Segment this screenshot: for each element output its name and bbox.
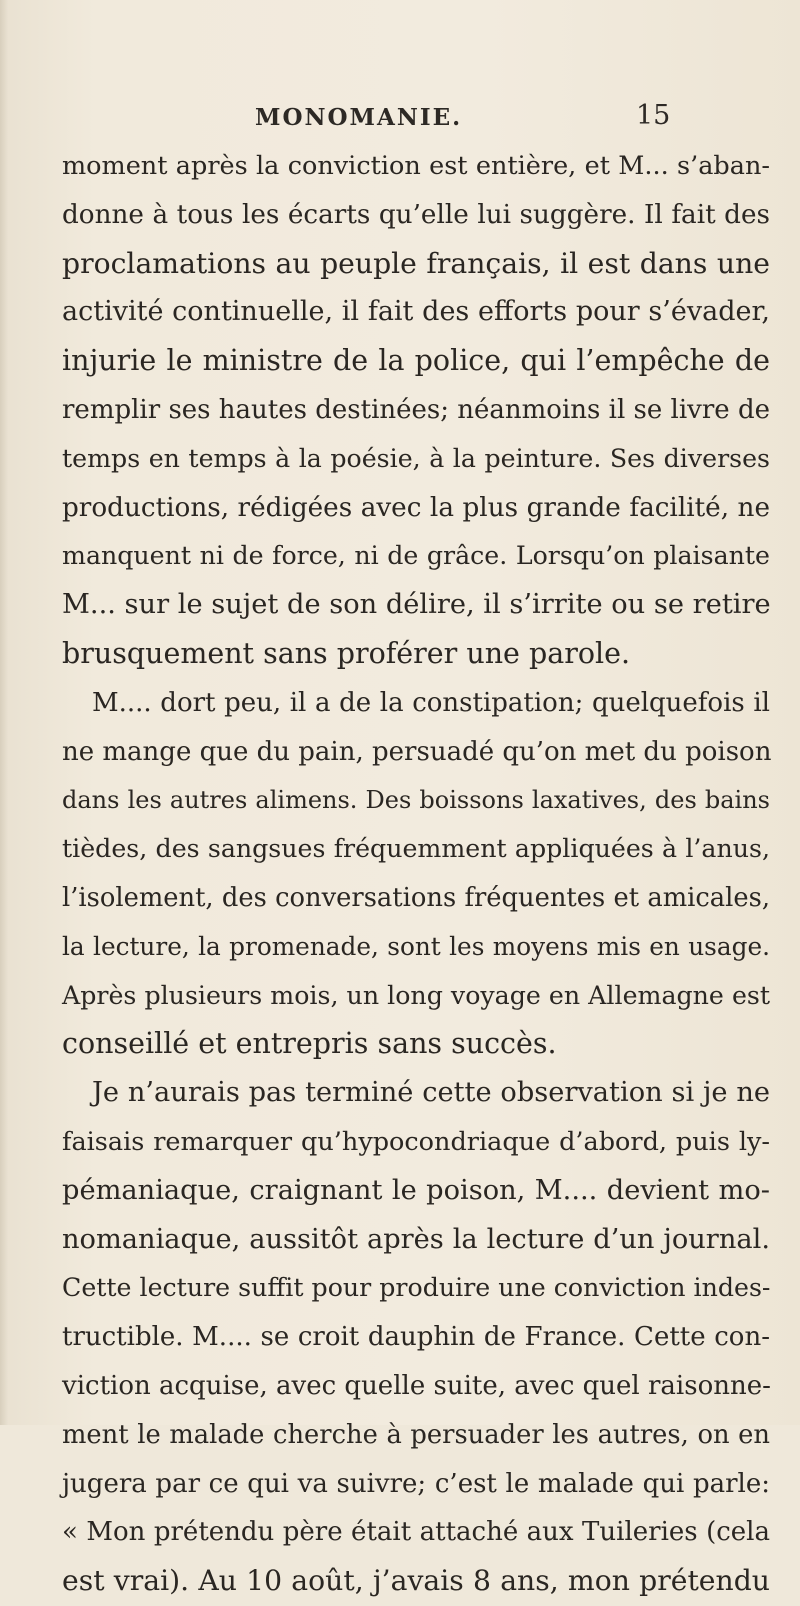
text-line: manquent ni de force, ni de grâce. Lorsqu’on plaisante — [62, 541, 770, 571]
text-line: conseillé et entrepris sans succès. — [62, 1027, 557, 1061]
text-line: activité continuelle, il fait des efforts pour s’évader, — [62, 296, 770, 328]
text-line: M... sur le sujet de son délire, il s’irrite ou se retire — [62, 589, 771, 621]
running-title: MONOMANIE. — [255, 104, 463, 131]
text-line: remplir ses hautes destinées; néanmoins il se livre de — [62, 394, 770, 425]
text-line: pémaniaque, craignant le poison, M.... devient mo- — [62, 1174, 770, 1206]
text-line: Je n’aurais pas terminé cette observation si je ne — [92, 1077, 770, 1109]
text-line: temps en temps à la poésie, à la peinture. Ses diverses — [62, 443, 770, 473]
text-line: ment le malade cherche à persuader les autres, on en — [62, 1419, 770, 1450]
text-line: donne à tous les écarts qu’elle lui suggère. Il fait des — [62, 199, 770, 230]
text-line: productions, rédigées avec la plus grande facilité, ne — [62, 492, 770, 523]
text-line: faisais remarquer qu’hypocondriaque d’abord, puis ly- — [62, 1126, 770, 1157]
text-line: jugera par ce qui va suivre; c’est le malade qui parle: — [62, 1468, 770, 1499]
text-line: M.... dort peu, il a de la constipation; quelquefois il — [92, 687, 770, 718]
page-gutter-shadow — [0, 0, 8, 1425]
text-line: viction acquise, avec quelle suite, avec quel raisonne- — [62, 1370, 771, 1401]
text-line: l’isolement, des conversations fréquentes et amicales, — [62, 882, 770, 913]
text-line: injurie le ministre de la police, qui l’empêche de — [62, 344, 770, 378]
page-number: 15 — [636, 100, 671, 131]
text-line: Après plusieurs mois, un long voyage en Allemagne est — [62, 980, 770, 1010]
page-header — [0, 100, 800, 140]
text-line: la lecture, la promenade, sont les moyens mis en usage. — [62, 931, 770, 961]
text-line: nomaniaque, aussitôt après la lecture d’un journal. — [62, 1223, 770, 1255]
text-line: tructible. M.... se croit dauphin de France. Cette con- — [62, 1322, 770, 1353]
text-line: dans les autres alimens. Des boissons laxatives, des bains — [62, 786, 770, 815]
text-line: Cette lecture suffit pour produire une conviction indes- — [62, 1273, 771, 1303]
body-text — [62, 142, 770, 1606]
text-line: proclamations au peuple français, il est dans une — [62, 246, 770, 280]
text-line: est vrai). Au 10 août, j’avais 8 ans, mon prétendu — [62, 1564, 770, 1598]
text-line: tièdes, des sangsues fréquemment appliquées à l’anus, — [62, 834, 770, 864]
text-line: moment après la conviction est entière, et M... s’aban- — [62, 151, 770, 181]
text-line: ne mange que du pain, persuadé qu’on met du poison — [62, 736, 772, 767]
text-line: « Mon prétendu père était attaché aux Tuileries (cela — [62, 1517, 770, 1548]
text-line: brusquement sans proférer une parole. — [62, 636, 631, 670]
